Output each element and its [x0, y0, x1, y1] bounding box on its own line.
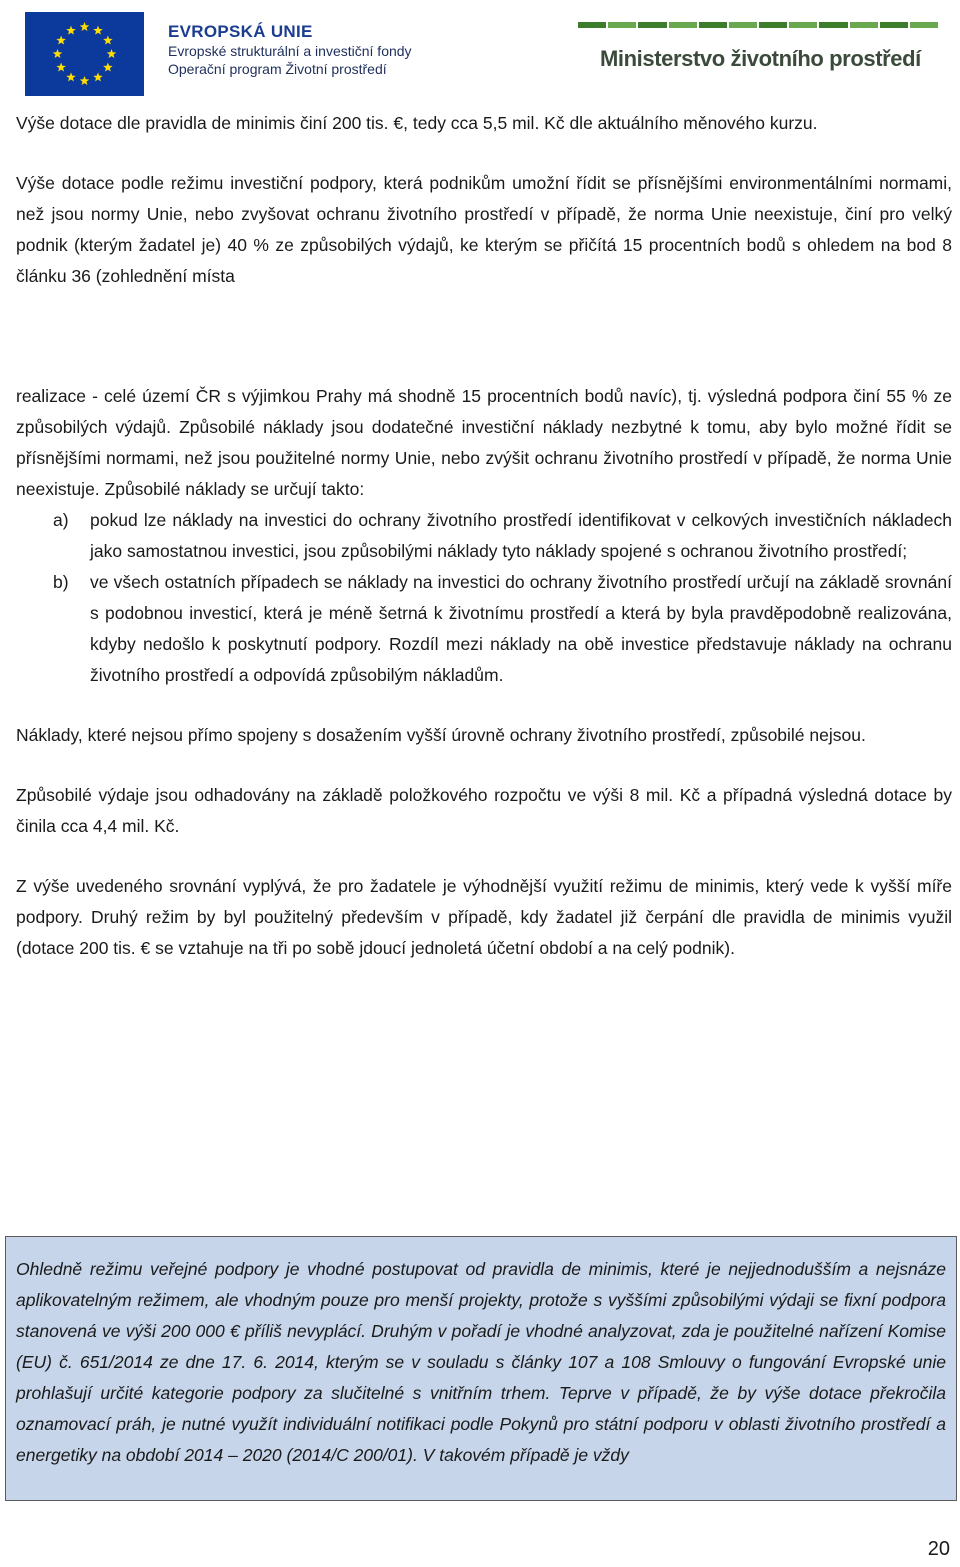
- ministry-logo: [578, 22, 948, 78]
- document-body: [16, 108, 952, 964]
- list-item: [16, 567, 952, 691]
- paragraph-comparison: Z výše uvedeného srovnání vyplývá, že pro žadatele je výhodnější využití režimu de minimis, který vede k vyšší míře podpory. Druhý režim by byl použitelný především v případě, kdy žadatel již čerpání dle pravidla de minimis využil (dotace 200 tis. € se vztahuje na tři po sobě jdoucí jednoletá účetní období a na celý podnik).: [16, 876, 952, 958]
- eu-program-line: Operační program Životní prostředí: [168, 61, 387, 77]
- list-item-text: pokud lze náklady na investici do ochrany životního prostředí identifikovat v celkových investičních nákladech jako samostatnou investici, jsou způsobilými náklady tyto náklady spojené s ochranou životního prostředí;: [90, 510, 952, 561]
- ministry-name: Ministerstvo životního prostředí: [600, 46, 921, 71]
- page-number: 20: [927, 1538, 950, 1560]
- paragraph-de-minimis: Výše dotace dle pravidla de minimis činí 200 tis. €, tedy cca 5,5 mil. Kč dle aktuálního měnového kurzu.: [16, 113, 818, 133]
- paragraph-investment-aid: Výše dotace podle režimu investiční podpory, která podnikům umožní řídit se přísnějšími environmentálními normami, než jsou normy Unie, nebo zvyšovat ochranu životního prostředí v případě, že norma Unie neexistuje, činí pro velký podnik (kterým žadatel je) 40 % ze způsobilých výdajů, ke kterým se přičítá 15 procentních bodů s ohledem na bod 8 článku 36 (zohlednění místa: [16, 173, 952, 286]
- paragraph-eligible-expenses: Způsobilé výdaje jsou odhadovány na základě položkového rozpočtu ve výši 8 mil. Kč a případná výsledná dotace by činila cca 4,4 mil. Kč.: [16, 785, 952, 836]
- eu-logo-text: [168, 22, 412, 78]
- recommendation-text: Ohledně režimu veřejné podpory je vhodné postupovat od pravidla de minimis, které je nejjednodušším a nejsnáze aplikovatelným režimem, ale vhodným pouze pro menší projekty, protože s vyššími způsobilými výdaji se fixní podpora stanovená ve výši 200 000 € příliš nevyplácí. Druhým v pořadí je vhodné analyzovat, zda je použitelné nařízení Komise (EU) č. 651/2014 ze dne 17. 6. 2014, kterým se v souladu s články 107 a 108 Smlouvy o fungování Evropské unie prohlašují určité kategorie podpory za slučitelné s vnitřním trhem. Teprve v případě, že by výše dotace překročila oznamovací práh, je nutné využít individuální notifikaci podle Pokynů pro státní podporu v oblasti životního prostředí a energetiky na období 2014 – 2020 (2014/C 200/01). V takovém případě je vždy: [16, 1259, 946, 1465]
- eu-flag-icon: [25, 12, 144, 96]
- eu-funds-line: Evropské strukturální a investiční fondy: [168, 43, 412, 59]
- page-header: [0, 0, 960, 100]
- list-item: [16, 505, 952, 567]
- list-marker: b): [53, 572, 69, 592]
- list-item-text: ve všech ostatních případech se náklady na investici do ochrany životního prostředí určují na základě srovnání s podobnou investicí, která je méně šetrná k životnímu prostředí a která by byla pravděpodobně realizována, kdyby nedošlo k poskytnutí podpory. Rozdíl mezi náklady na obě investice představuje náklady na ochranu životního prostředí a odpovídá způsobilým nákladům.: [90, 572, 952, 685]
- paragraph-investment-aid-continued: realizace - celé území ČR s výjimkou Prahy má shodně 15 procentních bodů navíc), tj. výsledná podpora činí 55 % ze způsobilých výdajů. Způsobilé náklady jsou dodatečné investiční náklady nezbytné k tomu, aby bylo možné řídit se přísnějšími normami, než jsou použitelné normy Unie, nebo zvýšit ochranu životního prostředí v případě, že norma Unie neexistuje. Způsobilé náklady se určují takto:: [16, 386, 952, 499]
- eu-title: EVROPSKÁ UNIE: [168, 22, 313, 41]
- paragraph-ineligible-costs: Náklady, které nejsou přímo spojeny s dosažením vyšší úrovně ochrany životního prostředí, způsobilé nejsou.: [16, 725, 866, 745]
- recommendation-box: [5, 1236, 957, 1501]
- ministry-logo-bar: [578, 22, 938, 28]
- list-marker: a): [53, 510, 69, 530]
